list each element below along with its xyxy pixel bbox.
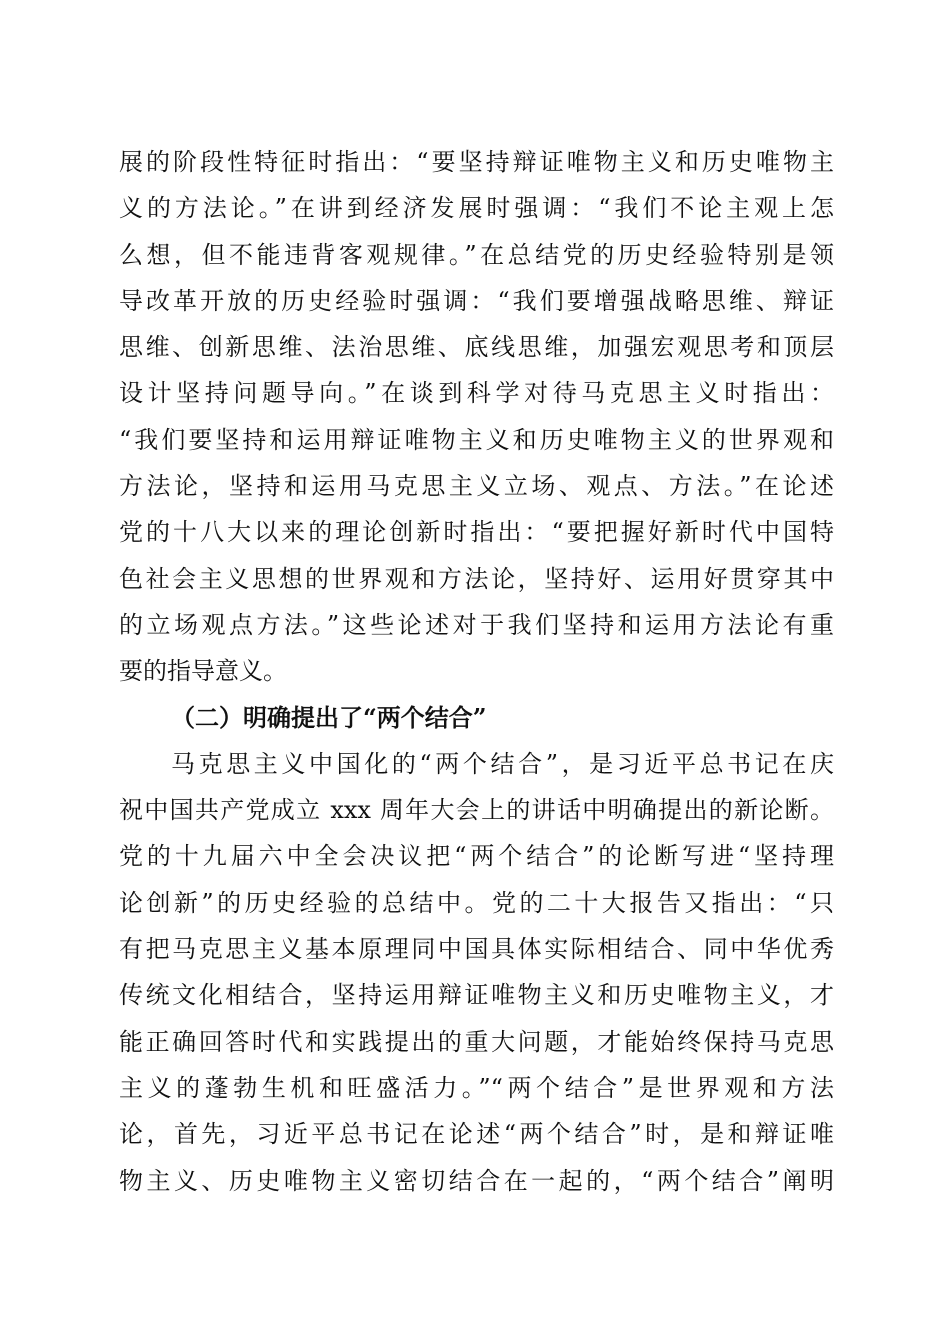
paragraph-line: 色社会主义思想的世界观和方法论，坚持好、运用好贯穿其中: [119, 564, 834, 593]
paragraph-line: 的立场观点方法。”这些论述对于我们坚持和运用方法论有重: [119, 610, 834, 639]
paragraph-line: 方法论，坚持和运用马克思主义立场、观点、方法。”在论述: [119, 472, 834, 501]
paragraph-line: 马克思主义中国化的“两个结合”，是习近平总书记在庆: [171, 749, 834, 778]
document-body: [119, 139, 834, 1204]
paragraph-line: 党的十八大以来的理论创新时指出：“要把握好新时代中国特: [119, 518, 834, 547]
paragraph-line: 么想，但不能违背客观规律。”在总结党的历史经验特别是领: [119, 240, 834, 269]
paragraph-line: 主义的蓬勃生机和旺盛活力。”“两个结合”是世界观和方法: [119, 1073, 834, 1102]
paragraph-line: 物主义、历史唯物主义密切结合在一起的，“两个结合”阐明: [119, 1166, 834, 1195]
paragraph-line: 要的指导意义。: [119, 657, 287, 686]
paragraph-line: 有把马克思主义基本原理同中国具体实际相结合、同中华优秀: [119, 935, 834, 964]
paragraph-line: 设计坚持问题导向。”在谈到科学对待马克思主义时指出：: [119, 379, 834, 408]
section-heading: （二）明确提出了“两个结合”: [171, 702, 487, 732]
paragraph-line: 传统文化相结合，坚持运用辩证唯物主义和历史唯物主义，才: [119, 981, 834, 1010]
paragraph-line: 导改革开放的历史经验时强调：“我们要增强战略思维、辩证: [119, 286, 834, 315]
paragraph-line: 展的阶段性特征时指出：“要坚持辩证唯物主义和历史唯物主: [119, 148, 834, 176]
paragraph-line: 祝中国共产党成立 xxx 周年大会上的讲话中明确提出的新论断。: [119, 796, 834, 825]
paragraph-line: 思维、创新思维、法治思维、底线思维，加强宏观思考和顶层: [119, 333, 834, 362]
paragraph-line: 论，首先，习近平总书记在论述“两个结合”时，是和辩证唯: [119, 1120, 834, 1149]
paragraph-line: 党的十九届六中全会决议把“两个结合”的论断写进“坚持理: [119, 842, 834, 871]
paragraph-line: 论创新”的历史经验的总结中。党的二十大报告又指出：“只: [119, 888, 834, 917]
paragraph-line: 能正确回答时代和实践提出的重大问题，才能始终保持马克思: [119, 1027, 834, 1056]
paragraph-line: “我们要坚持和运用辩证唯物主义和历史唯物主义的世界观和: [119, 425, 834, 454]
paragraph-line: 义的方法论。”在讲到经济发展时强调：“我们不论主观上怎: [119, 194, 834, 223]
